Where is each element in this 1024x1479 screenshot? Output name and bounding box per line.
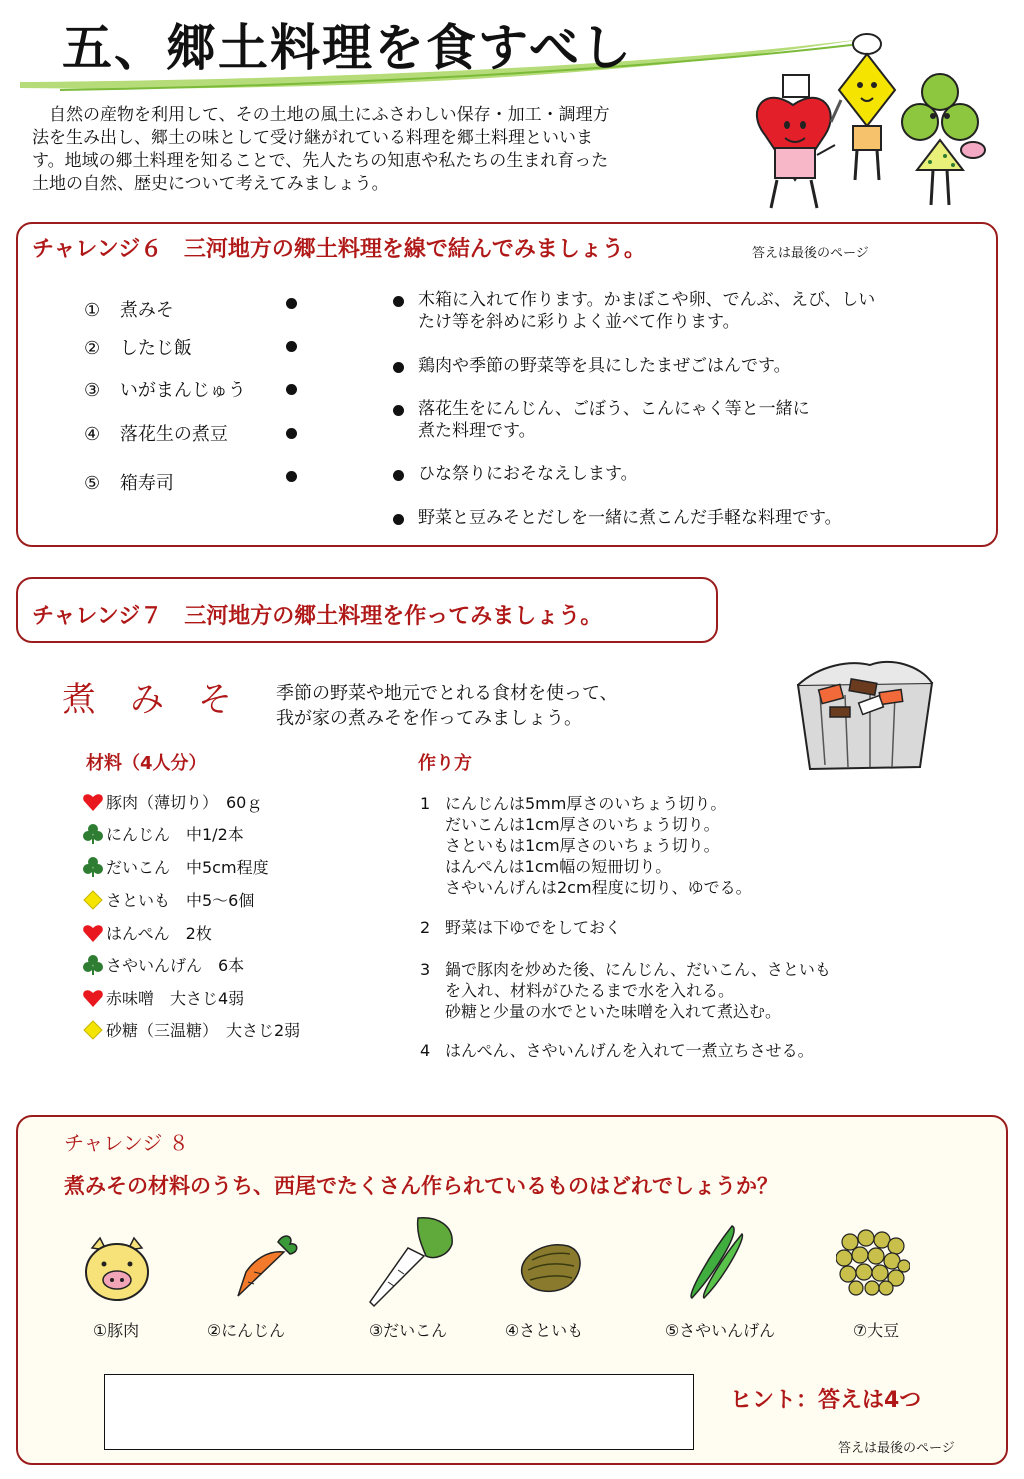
ingredient-item	[82, 888, 254, 911]
heart-icon	[82, 792, 104, 812]
green-bean-icon	[684, 1224, 744, 1300]
method-step-1	[420, 793, 980, 903]
challenge6-answer-note: 答えは最後のページ	[752, 246, 869, 261]
challenge6-heading	[32, 232, 646, 263]
diamond-icon	[82, 889, 104, 911]
ingredient-text: はんぺん 2枚	[106, 924, 212, 943]
dish-item-5	[84, 469, 174, 495]
nimiso-pot-illustration	[790, 655, 940, 780]
description-3	[418, 398, 958, 442]
diamond-mascot	[831, 34, 895, 180]
ingredient-text: だいこん 中5cm程度	[106, 858, 269, 877]
challenge8-answer-note: 答えは最後のページ	[838, 1441, 955, 1456]
challenge7-lead	[276, 681, 618, 731]
description-1	[418, 289, 958, 333]
step-text: 野菜は下ゆでをしておく	[445, 918, 622, 937]
intro-line: 自然の産物を利用して、その土地の風土にふさわしい保存・加工・調理方	[32, 105, 610, 125]
option-label-daikon: ③だいこん	[368, 1321, 448, 1340]
heart-icon	[82, 923, 104, 943]
ingredient-item	[82, 921, 212, 944]
method-step-4	[420, 1040, 980, 1062]
dish-name: 煮みそ	[119, 300, 174, 321]
ingredient-item	[82, 822, 244, 845]
method-heading: 作り方	[418, 753, 472, 774]
description-line: 木箱に入れて作ります。かまぼこや卵、でんぶ、えび、しい	[418, 290, 876, 310]
description-5	[418, 507, 978, 529]
intro-line: 法を生み出し、郷土の味として受け継がれている料理を郷土料理といいま	[32, 128, 593, 148]
ingredient-item	[82, 953, 244, 976]
description-2	[418, 355, 958, 377]
step-number: 1	[420, 794, 431, 813]
challenge8-label: チャレンジ ８	[64, 1131, 189, 1155]
option-label-carrot: ②にんじん	[206, 1321, 286, 1340]
dish-name: 落花生の煮豆	[119, 424, 228, 445]
description-line: 落花生をにんじん、ごぼう、こんにゃく等と一緒に	[418, 399, 810, 419]
intro-text	[32, 104, 712, 196]
description-line: 鶏肉や季節の野菜等を具にしたまぜごはんです。	[418, 356, 791, 376]
dish-connect-dot-4[interactable]	[286, 428, 297, 439]
step-text: にんじんは5mm厚さのいちょう切り。 だいこんは1cm厚さのいちょう切り。 さといもは1cm厚さのいちょう切り。 はんぺんは1cm幅の短冊切り。 さやいんげんは2cm程度に切り、ゆでる。	[445, 794, 752, 897]
ingredient-text: さといも 中5～6個	[106, 891, 255, 910]
description-line: 煮た料理です。	[418, 421, 536, 441]
description-4	[418, 463, 958, 485]
clover-icon	[82, 823, 104, 845]
ingredient-item	[82, 986, 244, 1009]
option-label-pork: ①豚肉	[92, 1321, 140, 1340]
description-line: たけ等を斜めに彩りよく並べて作ります。	[418, 312, 740, 332]
description-line: 野菜と豆みそとだしを一緒に煮こんだ手軽な料理です。	[418, 508, 842, 528]
ingredient-text: さやいんげん 6本	[106, 956, 245, 975]
soybean-icon	[836, 1228, 910, 1296]
challenge7-heading: チャレンジ７ 三河地方の郷土料理を作ってみましょう。	[32, 604, 603, 629]
desc-connect-dot-5[interactable]	[393, 514, 404, 525]
dish-connect-dot-3[interactable]	[286, 384, 297, 395]
diamond-icon	[82, 1019, 104, 1041]
ingredient-item	[82, 855, 269, 878]
dish-item-2	[84, 334, 192, 360]
lead-line: 我が家の煮みそを作ってみましょう。	[276, 708, 582, 729]
challenge6-label: チャレンジ６	[32, 237, 163, 262]
dish-name: いがまんじゅう	[119, 380, 246, 401]
desc-connect-dot-1[interactable]	[393, 296, 404, 307]
dish-number: ①	[84, 300, 101, 321]
desc-connect-dot-4[interactable]	[393, 470, 404, 481]
daikon-icon	[368, 1216, 458, 1308]
dish-name: 箱寿司	[119, 473, 174, 494]
clover-icon	[82, 954, 104, 976]
carrot-icon	[234, 1232, 300, 1300]
step-number: 2	[420, 918, 431, 937]
desc-connect-dot-3[interactable]	[393, 405, 404, 416]
dish-item-4	[84, 420, 228, 446]
ingredient-text: にんじん 中1/2本	[106, 825, 244, 844]
lead-line: 季節の野菜や地元でとれる食材を使って、	[276, 683, 618, 704]
challenge8-question: 煮みその材料のうち、西尾でたくさん作られているものはどれでしょうか？	[64, 1174, 778, 1198]
challenge6-title: 三河地方の郷土料理を線で結んでみましょう。	[183, 237, 646, 262]
dish-connect-dot-1[interactable]	[286, 298, 297, 309]
intro-line: 土地の自然、歴史について考えてみましょう。	[32, 174, 389, 194]
option-label-soybean: ⑦大豆	[852, 1321, 900, 1340]
mascot-characters-illustration	[745, 30, 995, 215]
clover-icon	[82, 856, 104, 878]
heart-mascot	[757, 75, 835, 208]
clover-mascot	[902, 74, 985, 205]
dish-item-3	[84, 376, 246, 402]
step-text: はんぺん、さやいんげんを入れて一煮立ちさせる。	[445, 1041, 814, 1060]
method-step-2	[420, 917, 980, 939]
dish-number: ③	[84, 380, 101, 401]
page-title: 五、郷土料理を食すべし	[62, 19, 633, 77]
dish-name: したじ飯	[119, 338, 192, 359]
hint-text: ヒント：答えは4つ	[730, 1388, 922, 1413]
step-number: 4	[420, 1041, 431, 1060]
description-line: ひな祭りにおそなえします。	[418, 464, 638, 484]
step-number: 3	[420, 960, 431, 979]
option-label-taro: ④さといも	[504, 1321, 584, 1340]
step-text: 鍋で豚肉を炒めた後、にんじん、だいこん、さといも を入れ、材料がひたるまで水を入れる。 砂糖と少量の水でといた味噌を入れて煮込む。	[445, 960, 831, 1021]
desc-connect-dot-2[interactable]	[393, 362, 404, 373]
pig-icon	[82, 1236, 152, 1304]
ingredient-item	[82, 790, 262, 813]
option-label-green-bean: ⑤さやいんげん	[664, 1321, 776, 1340]
ingredient-item	[82, 1018, 300, 1041]
dish-number: ②	[84, 338, 101, 359]
ingredient-text: 豚肉（薄切り） 60ｇ	[106, 793, 263, 812]
dish-number: ⑤	[84, 473, 101, 494]
intro-line: す。地域の郷土料理を知ることで、先人たちの知恵や私たちの生まれ育った	[32, 151, 609, 171]
heart-icon	[82, 988, 104, 1008]
dish-title: 煮 み そ	[62, 680, 232, 720]
dish-item-1	[84, 296, 174, 322]
answer-box[interactable]	[104, 1374, 694, 1450]
ingredient-text: 砂糖（三温糖） 大さじ2弱	[106, 1021, 301, 1040]
taro-icon	[516, 1240, 584, 1296]
dish-number: ④	[84, 424, 101, 445]
ingredients-heading: 材料（4人分）	[86, 753, 207, 774]
dish-connect-dot-5[interactable]	[286, 471, 297, 482]
dish-connect-dot-2[interactable]	[286, 341, 297, 352]
method-step-3	[420, 959, 980, 1025]
ingredient-text: 赤味噌 大さじ4弱	[106, 989, 245, 1008]
